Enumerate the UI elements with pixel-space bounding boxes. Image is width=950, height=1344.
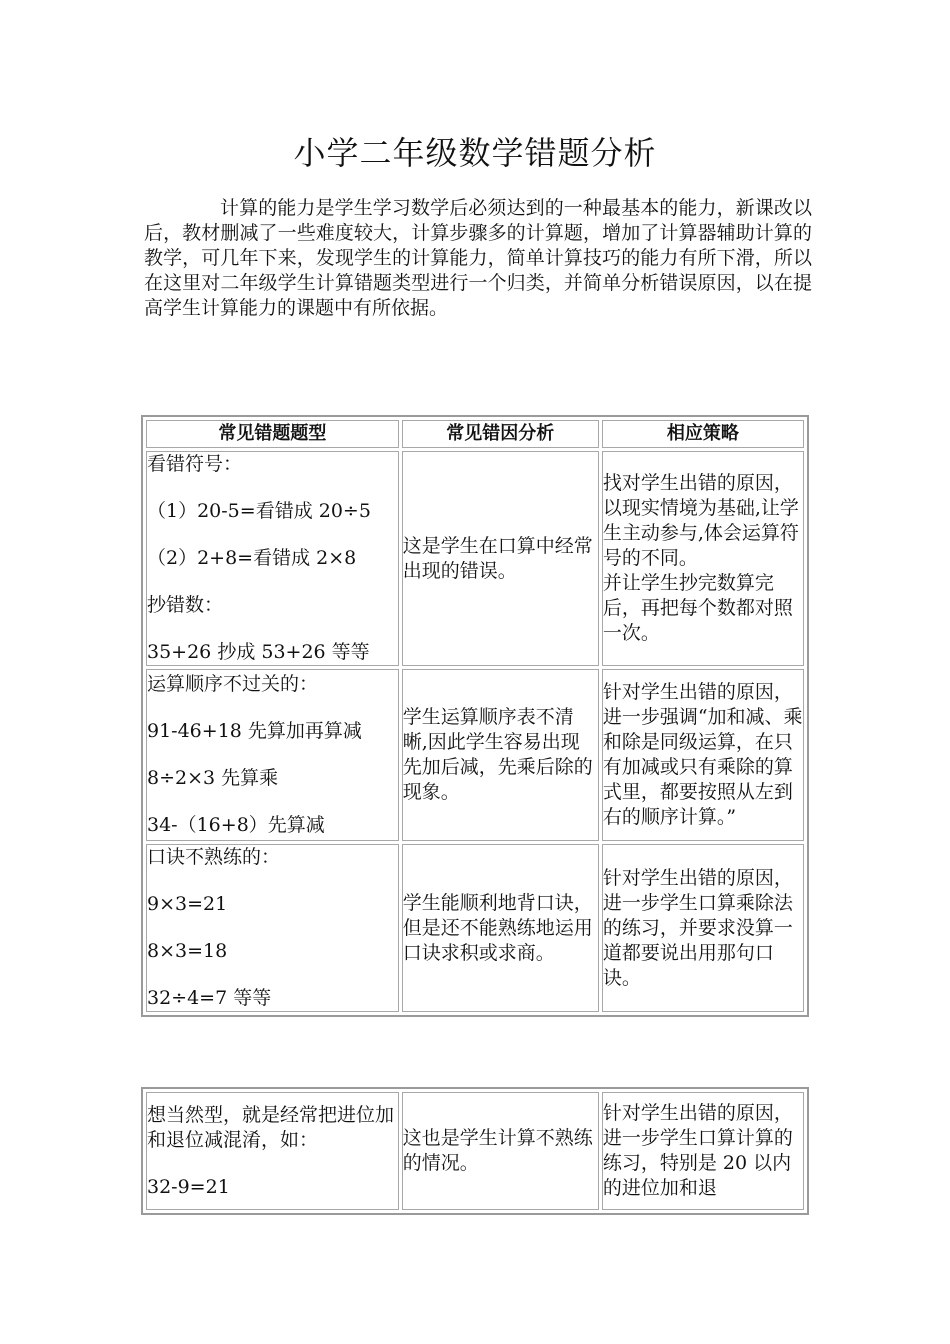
error-analysis-table (141, 415, 809, 1017)
page-title: 小学二年级数学错题分析 (293, 134, 657, 172)
cell-line: 找对学生出错的原因，以现实情境为基础,让学生主动参与,体会运算符号的不同。 (602, 472, 799, 569)
cell-strategy: 针对学生出错的原因，进一步学生口算计算的练习，特别是 20 以内的进位加和退 (602, 1092, 804, 1210)
header-cause-analysis: 常见错因分析 (402, 420, 599, 448)
header-strategy: 相应策略 (602, 420, 804, 448)
cell-line: （2）2+8=看错成 2×8 (147, 547, 357, 569)
cell-line: 并让学生抄完数算完后，再把每个数都对照一次。 (602, 572, 793, 644)
cell-strategy (602, 451, 804, 666)
cell-line: 34-（16+8）先算减 (147, 814, 325, 836)
cell-line: 运算顺序不过关的： (147, 673, 319, 695)
table-row (146, 669, 804, 841)
cell-line: 口诀不熟练的： (147, 846, 281, 868)
table-row (146, 1092, 804, 1210)
cell-line: 抄错数： (147, 594, 224, 616)
cell-line: （1）20-5=看错成 20÷5 (147, 500, 371, 522)
table-row (146, 451, 804, 666)
table-row (146, 844, 804, 1012)
cell-line: 91-46+18 先算加再算减 (147, 720, 362, 742)
cell-cause: 学生运算顺序表不清晰,因此学生容易出现先加后减，先乘后除的现象。 (402, 669, 599, 841)
intro-paragraph: 计算的能力是学生学习数学后必须达到的一种最基本的能力，新课改以后，教材删减了一些难度较大，计算步骤多的计算题，增加了计算器辅助计算的教学，可几年下来，发现学生的计算能力，简单计算技巧的能力有所下滑，所以在这里对二年级学生计算错题类型进行一个归类，并简单分析错误原因，以在提高学生计算能力的课题中有所依据。 (144, 197, 812, 319)
error-analysis-table-continued (141, 1087, 809, 1215)
cell-line: 想当然型，就是经常把进位加和退位减混淆，如： (147, 1103, 395, 1151)
cell-cause: 这是学生在口算中经常出现的错误。 (402, 451, 599, 666)
cell-error-type (146, 669, 399, 841)
cell-line: 32-9=21 (147, 1175, 230, 1198)
cell-line: 32÷4=7 等等 (147, 987, 272, 1009)
cell-error-type (146, 1092, 399, 1210)
cell-cause: 这也是学生计算不熟练的情况。 (402, 1092, 599, 1210)
cell-strategy: 针对学生出错的原因，进一步学生口算乘除法的练习，并要求没算一道都要说出用那句口诀。 (602, 844, 804, 1012)
cell-line: 9×3=21 (147, 893, 228, 915)
cell-line: 35+26 抄成 53+26 等等 (147, 641, 370, 663)
cell-line: 8×3=18 (147, 940, 228, 962)
header-error-type: 常见错题题型 (146, 420, 399, 448)
cell-line: 8÷2×3 先算乘 (147, 767, 279, 789)
cell-error-type (146, 451, 399, 666)
cell-strategy: 针对学生出错的原因，进一步强调“加和减、乘和除是同级运算，在只有加减或只有乘除的算式里，都要按照从左到右的顺序计算。” (602, 669, 804, 841)
cell-error-type (146, 844, 399, 1012)
cell-cause: 学生能顺利地背口诀，但是还不能熟练地运用口诀求积或求商。 (402, 844, 599, 1012)
table-header-row (146, 420, 804, 448)
cell-line: 看错符号： (147, 453, 243, 475)
